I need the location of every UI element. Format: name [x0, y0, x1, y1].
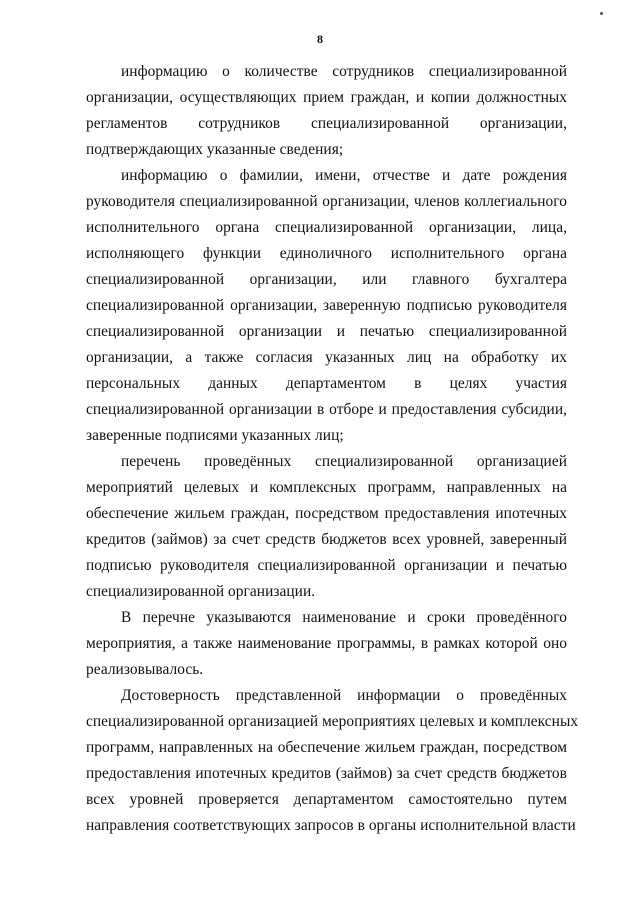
text-line: информацию о количестве сотрудников специализированной [121, 63, 567, 80]
text-line: подтверждающих указанные сведения; [86, 141, 344, 158]
text-line: регламентов сотрудников специализированной организации, [86, 115, 567, 132]
text-line: реализовывалось. [86, 661, 204, 678]
text-line: специализированной организации в отборе и предоставления субсидии, [86, 401, 567, 418]
text-line: программ, направленных на обеспечение жильем граждан, посредством [86, 739, 567, 756]
text-line: специализированной организацией мероприятиях целевых и комплексных [86, 713, 579, 730]
text-line: мероприятий целевых и комплексных программ, направленных на [86, 479, 567, 496]
text-line: подписью руководителя специализированной организации и печатью [86, 557, 567, 574]
text-line: мероприятия, а также наименование программы, в рамках которой оно [86, 635, 567, 652]
text-line: руководителя специализированной организации, членов коллегиального [86, 193, 567, 210]
text-line: специализированной организации и печатью специализированной [86, 323, 567, 340]
text-line: направления соответствующих запросов в органы исполнительной власти [86, 817, 576, 834]
scan-mark [600, 12, 603, 15]
text-line: специализированной организации, заверенную подписью руководителя [86, 297, 567, 314]
text-line: исполнительного органа специализированной организации, лица, [86, 219, 567, 236]
text-line: кредитов (займов) за счет средств бюджетов всех уровней, заверенный [86, 531, 567, 548]
text-line: В перечне указываются наименование и сроки проведённого [121, 609, 567, 626]
text-line: организации, а также согласия указанных лиц на обработку их [86, 349, 567, 366]
text-line: специализированной организации, или главного бухгалтера [86, 271, 567, 288]
text-line: всех уровней проверяется департаментом самостоятельно путем [86, 791, 567, 808]
text-line: информацию о фамилии, имени, отчестве и дате рождения [121, 167, 567, 184]
text-line: Достоверность представленной информации о проведённых [121, 687, 567, 704]
text-line: специализированной организации. [86, 583, 316, 600]
text-line: исполняющего функции единоличного исполнительного органа [86, 245, 567, 262]
text-line: организации, осуществляющих прием граждан, и копии должностных [86, 89, 567, 106]
text-line: перечень проведённых специализированной организацией [121, 453, 567, 470]
text-line: предоставления ипотечных кредитов (займов) за счет средств бюджетов [86, 765, 567, 782]
text-line: обеспечение жильем граждан, посредством предоставления ипотечных [86, 505, 567, 522]
page-number: 8 [317, 32, 323, 46]
text-line: персональных данных департаментом в целях участия [86, 375, 567, 392]
text-line: заверенные подписями указанных лиц; [86, 427, 344, 444]
